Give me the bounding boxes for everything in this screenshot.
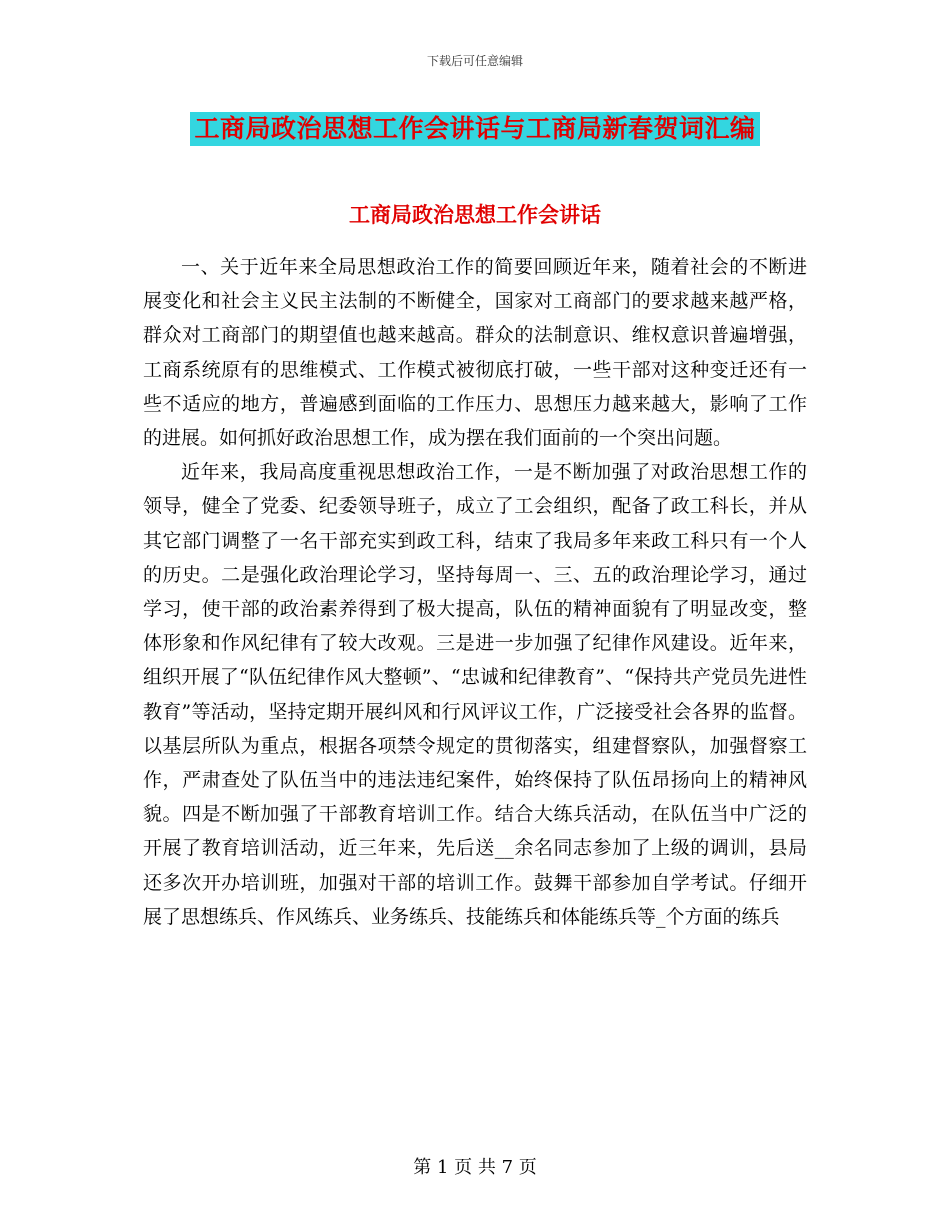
document-title: 工商局政治思想工作会讲话与工商局新春贺词汇编 bbox=[190, 112, 759, 146]
header-note: 下载后可任意编辑 bbox=[426, 54, 523, 68]
paragraph: 一、关于近年来全局思想政治工作的简要回顾近年来，随着社会的不断进展变化和社会主义民主法制的不断健全，国家对工商部门的要求越来越严格，群众对工商部门的期望值也越来越高。群众的法制意识、维权意识普遍增强，工商系统原有的思维模式、工作模式被彻底打破，一些干部对这种变迁还有一些不适应的地方，普遍感到面临的工作压力、思想压力越来越大，影响了工作的进展。如何抓好政治思想工作，成为摆在我们面前的一个突出问题。 bbox=[143, 256, 807, 450]
paragraph: 近年来，我局高度重视思想政治工作，一是不断加强了对政治思想工作的领导，健全了党委、纪委领导班子，成立了工会组织，配备了政工科长，并从其它部门调整了一名干部充实到政工科，结束了我局多年来政工科只有一个人的历史。二是强化政治理论学习，坚持每周一、三、五的政治理论学习，通过学习，使干部的政治素养得到了极大提高，队伍的精神面貌有了明显改变，整体形象和作风纪律有了较大改观。三是进一步加强了纪律作风建设。近年来，组织开展了“队伍纪律作风大整顿”、“忠诚和纪律教育”、“保持共产党员先进性教育”等活动，坚持定期开展纠风和行风评议工作，广泛接受社会各界的监督。以基层所队为重点，根据各项禁令规定的贯彻落实，组建督察队，加强督察工作，严肃查处了队伍当中的违法违纪案件，始终保持了队伍昂扬向上的精神风貌。四是不断加强了干部教育培训工作。结合大练兵活动，在队伍当中广泛的开展了教育培训活动，近三年来，先后送__余名同志参加了上级的调训，县局还多次开办培训班，加强对干部的培训工作。鼓舞干部参加自学考试。仔细开展了思想练兵、作风练兵、业务练兵、技能练兵和体能练兵等_个方面的练兵 bbox=[143, 461, 807, 928]
page-number: 第 1 页 共 7 页 bbox=[413, 1157, 537, 1178]
document-title-container bbox=[0, 112, 950, 146]
section-title: 工商局政治思想工作会讲话 bbox=[349, 202, 601, 227]
body-text bbox=[143, 250, 807, 934]
